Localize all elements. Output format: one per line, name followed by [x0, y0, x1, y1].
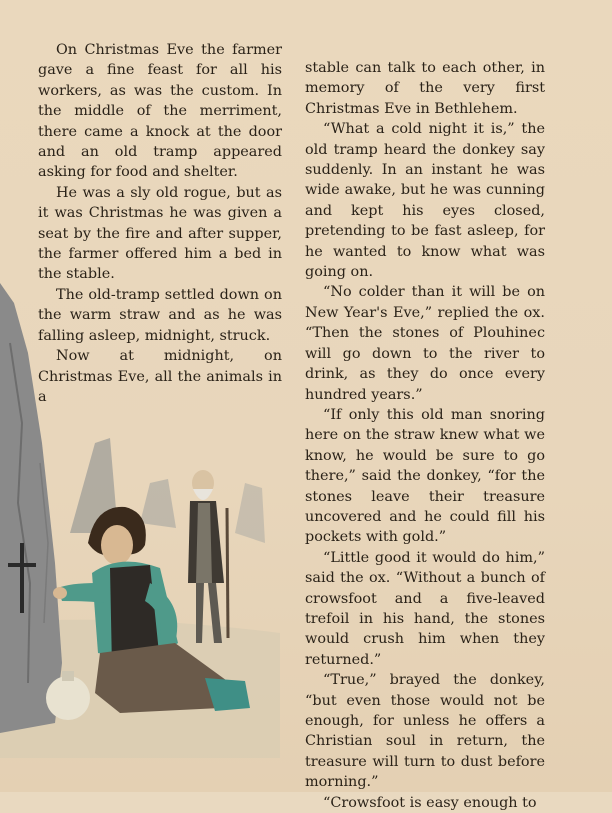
paragraph: “Little good it would do him,” said the ox. “Without a bunch of crowsfoot and a five-leaved trefoil in his hand, the stones would crush him when they returned.” [305, 549, 545, 668]
paragraph: On Christmas Eve the farmer gave a fine feast for all his workers, as was the custom. In the middle of the merriment, there came a knock at the door and an old tramp appeared asking for food and shelter. [38, 42, 282, 181]
paragraph: stable can talk to each other, in memory of the very first Christmas Eve in Bethlehem. [305, 60, 545, 117]
paragraph: He was a sly old rogue, but as it was Christmas he was given a seat by the fire and after supper, the farmer offered him a bed in the stable. [38, 184, 282, 283]
kneeling-youth-carving-cross-on-standing-stone-with-old-tramp-illustration [0, 283, 280, 758]
paragraph: “No colder than it will be on New Year's Eve,” replied the ox. “Then the stones of Plouhinec will go down to the river to drink, as they do once every hundred years.” [305, 284, 545, 403]
old-tramp-figure [188, 470, 228, 643]
paragraph: “What a cold night it is,” the old tramp heard the donkey say suddenly. In an instant he was wide awake, but he was cunning and kept his eyes closed, pretending to be fast asleep, for he wanted to know what was going on. [305, 121, 545, 281]
paragraph: “True,” brayed the donkey, “but even those would not be enough, for unless he offers a Christian soul in return, the treasure will turn to dust before morning.” [305, 672, 545, 791]
right-text-column [305, 58, 545, 813]
paragraph: Now at midnight, on Christmas Eve, all the animals in a [38, 348, 282, 405]
paragraph: “Crowsfoot is easy enough to [323, 794, 537, 811]
paragraph: “If only this old man snoring here on the straw knew what we know, he would be sure to go there,” said the donkey, “for the stones leave their treasure uncovered and he could fill his pockets with gold.” [305, 406, 545, 546]
story-illustration [0, 283, 280, 758]
paragraph: The old-tramp settled down on the warm straw and as he was falling asleep, midnight, struck. [38, 286, 282, 344]
